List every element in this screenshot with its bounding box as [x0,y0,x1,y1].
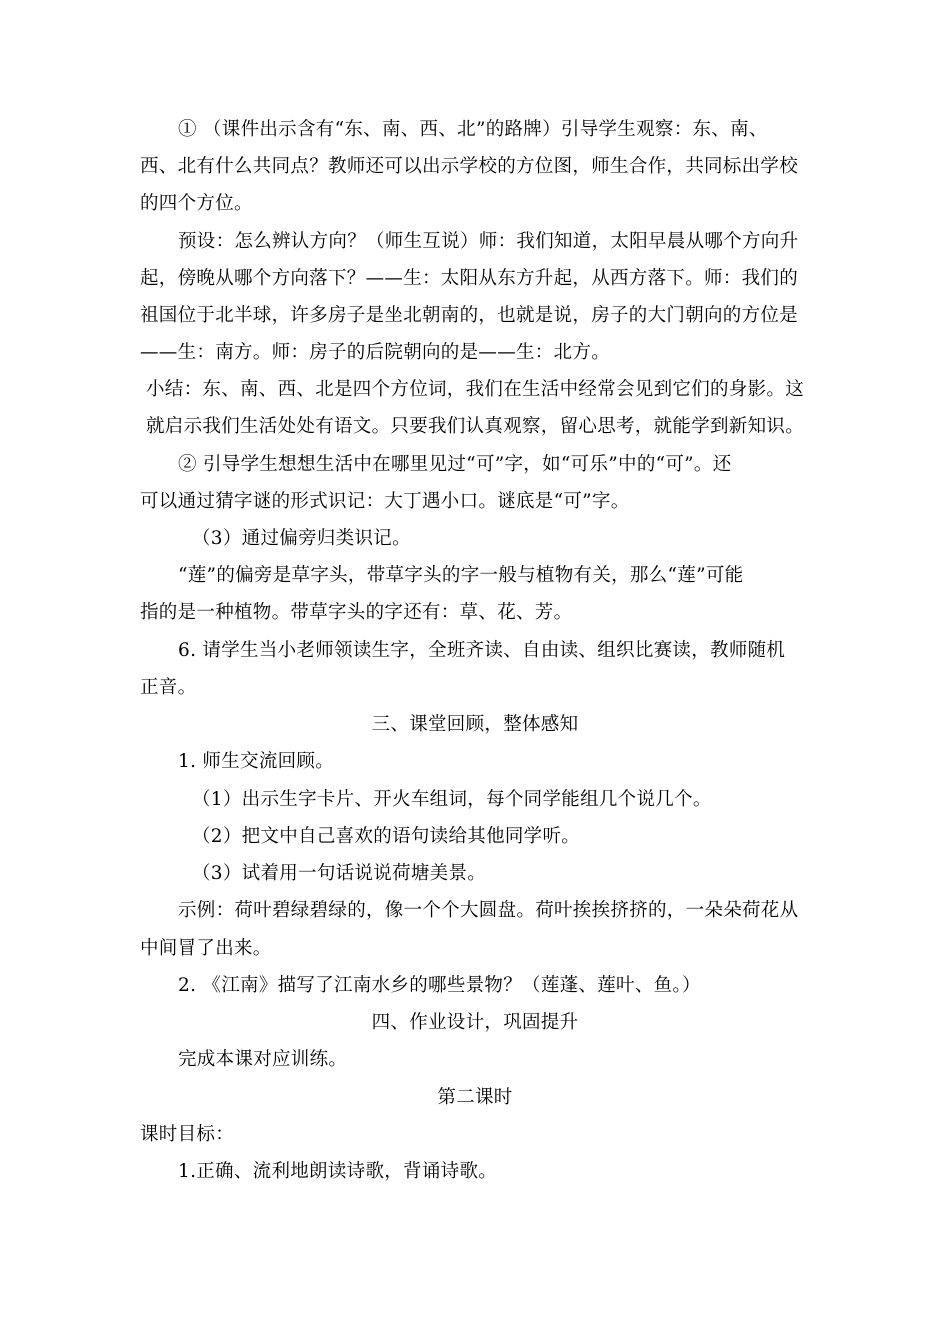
paragraph-line: 祖国位于北半球，许多房子是坐北朝南的，也就是说，房子的大门朝向的方位是 [140,305,799,326]
paragraph-line: （2）把文中自己喜欢的语句读给其他同学听。 [192,826,581,847]
paragraph-line: 正音。 [140,677,197,698]
paragraph-line: 6. 请学生当小老师领读生字，全班齐读、自由读、组织比赛读，教师随机 [178,640,786,661]
paragraph-line: 示例：荷叶碧绿碧绿的，像一个个大圆盘。荷叶挨挨挤挤的，一朵朵荷花从 [178,900,799,921]
lesson-heading: 第二课时 [437,1087,513,1108]
paragraph-line: 小结：东、南、西、北是四个方位词，我们在生活中经常会见到它们的身影。这 [146,379,805,400]
paragraph-line: ② 引导学生想想生活中在哪里见过“可”字，如“可乐”中的“可”。还 [178,454,732,475]
paragraph-line: ——生：南方。师：房子的后院朝向的是——生：北方。 [140,342,611,363]
paragraph-line: 起，傍晚从哪个方向落下？——生：太阳从东方升起，从西方落下。师：我们的 [140,268,799,289]
paragraph-line: 2. 《江南》描写了江南水乡的哪些景物？（莲蓬、莲叶、鱼。） [178,975,701,996]
paragraph-line: 就启示我们生活处处有语文。只要我们认真观察，留心思考，就能学到新知识。 [146,416,805,437]
paragraph-line: 课时目标： [140,1124,235,1145]
paragraph-line: 1.正确、流利地朗读诗歌，背诵诗歌。 [178,1161,498,1182]
section-heading: 四、作业设计，巩固提升 [371,1012,579,1033]
paragraph-line: 西、北有什么共同点？教师还可以出示学校的方位图，师生合作，共同标出学校 [140,156,799,177]
paragraph-line: 预设：怎么辨认方向？（师生互说）师：我们知道，太阳早晨从哪个方向升 [178,231,799,252]
paragraph-line: （3）试着用一句话说说荷塘美景。 [192,863,487,884]
paragraph-line: （1）出示生字卡片、开火车组词，每个同学能组几个说几个。 [192,789,712,810]
section-heading: 三、课堂回顾，整体感知 [371,714,579,735]
paragraph-line: 可以通过猜字谜的形式识记：大丁遇小口。谜底是“可”字。 [140,491,630,512]
paragraph-line: “莲”的偏旁是草字头，带草字头的字一般与植物有关，那么“莲”可能 [178,565,744,586]
paragraph-line: （3）通过偏旁归类识记。 [192,528,411,549]
paragraph-line: 1. 师生交流回顾。 [178,751,335,772]
paragraph-line: 完成本课对应训练。 [178,1049,348,1070]
paragraph-line: ① （课件出示含有“东、南、西、北”的路牌）引导学生观察：东、南、 [178,119,768,140]
paragraph-line: 指的是一种植物。带草字头的字还有：草、花、芳。 [140,602,573,623]
paragraph-line: 的四个方位。 [140,193,253,214]
paragraph-line: 中间冒了出来。 [140,938,272,959]
